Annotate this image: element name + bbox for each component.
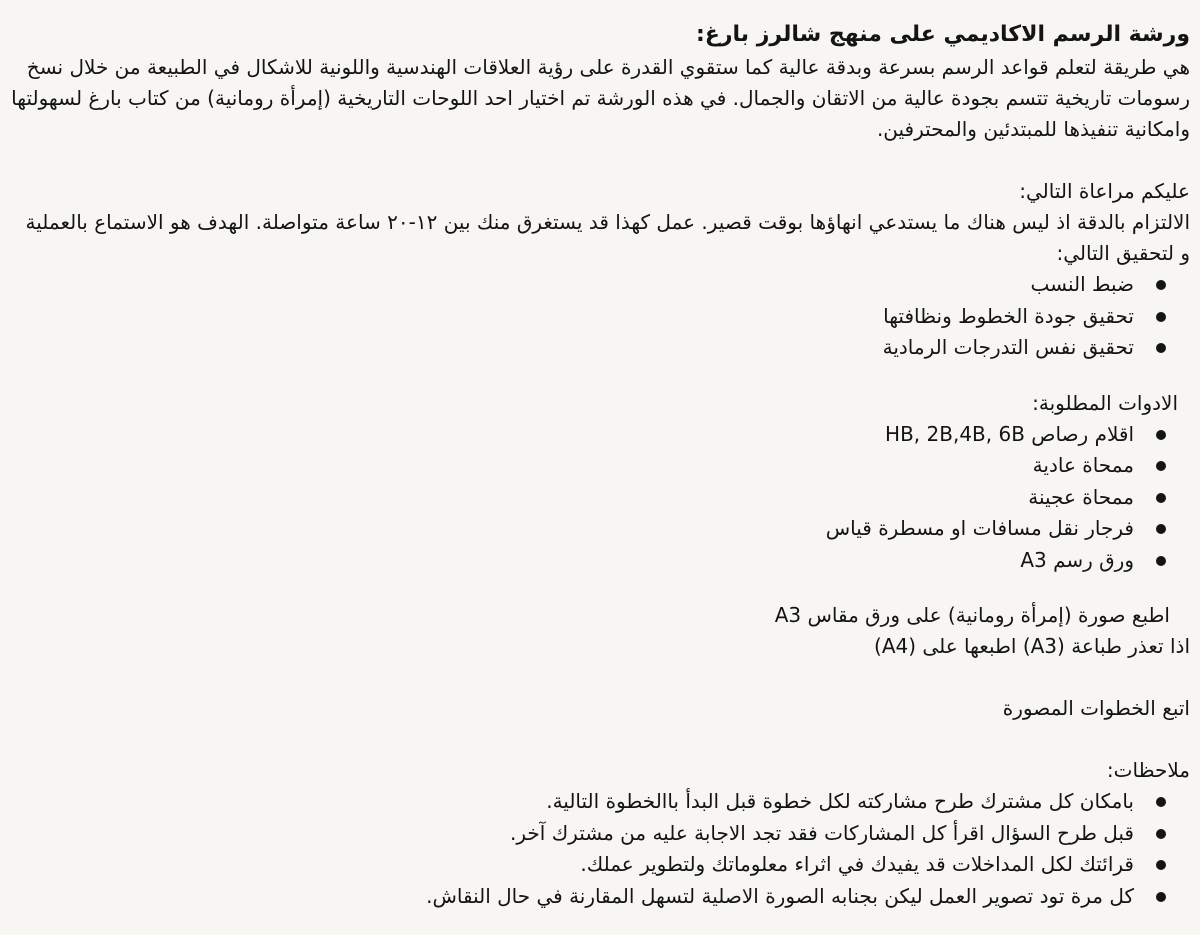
print-instructions xyxy=(10,600,1190,631)
list-item xyxy=(10,513,1166,545)
tool-text: فرجار نقل مسافات او مسطرة قياس xyxy=(825,516,1134,540)
intro-paragraph: هي طريقة لتعلم قواعد الرسم بسرعة وبدقة عالية كما ستقوي القدرة على رؤية العلاقات الهندسية واللونية للاشكال في الطبيعة من خلال نسخ رسومات تاريخية تتسم بجودة عالية من الاتقان والجمال. في هذه الورشة تم اختيار احد اللوحات التاريخية (إمرأة رومانية) من كتاب بارغ لسهولتها وامكانية تنفيذها للمبتدئين والمحترفين. xyxy=(11,55,1190,141)
note-text: قرائتك لكل المداخلات قد يفيدك في اثراء معلوماتك ولتطوير عملك. xyxy=(580,852,1134,876)
bullet-icon xyxy=(1156,524,1166,534)
spacer xyxy=(10,662,1190,693)
tools-heading: الادوات المطلوبة: xyxy=(1032,390,1178,415)
note-text: بامكان كل مشترك طرح مشاركته لكل خطوة قبل البدأ باالخطوة التالية. xyxy=(546,789,1134,813)
print-line-a4: اذا تعذر طباعة (A3) اطبعها على (A4) xyxy=(874,634,1190,658)
tool-text: اقلام رصاص HB, 2B,4B, 6B xyxy=(885,421,1134,446)
goals-list xyxy=(10,269,1190,364)
bullet-icon xyxy=(1156,312,1166,322)
bullet-icon xyxy=(1156,461,1166,471)
goal-text: تحقيق جودة الخطوط ونظافتها xyxy=(883,303,1134,328)
note-text: كل مرة تود تصوير العمل ليكن بجنابه الصورة الاصلية لتسهل المقارنة في حال النقاش. xyxy=(426,883,1134,908)
print-line-a3: اطبع صورة (إمرأة رومانية) على ورق مقاس A3 xyxy=(774,603,1170,627)
notes-heading: ملاحظات: xyxy=(1106,758,1190,782)
list-item xyxy=(10,545,1166,577)
list-item xyxy=(10,450,1166,482)
steps-text: اتبع الخطوات المصورة xyxy=(1002,696,1190,720)
bullet-icon xyxy=(1156,493,1166,503)
spacer xyxy=(10,364,1190,388)
tools-list xyxy=(10,419,1190,577)
bullet-icon xyxy=(1156,556,1166,566)
spacer xyxy=(10,724,1190,755)
consider-text: الالتزام بالدقة اذ ليس هناك ما يستدعي انهاؤها بوقت قصير. عمل كهذا قد يستغرق منك بين ١٢-٢٠ ساعة متواصلة. الهدف هو الاستماع بالعملية و لتحقيق التالي: xyxy=(25,210,1190,265)
list-item xyxy=(10,419,1166,451)
list-item xyxy=(10,301,1166,333)
document-title: ورشة الرسم الاكاديمي على منهج شالرز بارغ: xyxy=(696,22,1190,47)
list-item xyxy=(10,332,1166,364)
bullet-icon xyxy=(1156,343,1166,353)
list-item xyxy=(10,818,1166,850)
goal-text: ضبط النسب xyxy=(1030,272,1134,296)
tool-text: ورق رسم A3 xyxy=(1020,547,1134,572)
bullet-icon xyxy=(1156,860,1166,870)
tool-text: ممحاة عادية xyxy=(1032,453,1134,477)
note-text: قبل طرح السؤال اقرأ كل المشاركات فقد تجد الاجابة عليه من مشترك آخر. xyxy=(510,820,1134,845)
notes-list xyxy=(10,786,1190,912)
bullet-icon xyxy=(1156,892,1166,902)
spacer xyxy=(10,145,1190,176)
list-item xyxy=(10,786,1166,818)
list-item xyxy=(10,269,1166,301)
list-item xyxy=(10,482,1166,514)
tool-text: ممحاة عجينة xyxy=(1028,484,1134,509)
spacer xyxy=(10,576,1190,600)
bullet-icon xyxy=(1156,797,1166,807)
consider-heading: عليكم مراعاة التالي: xyxy=(1019,179,1190,203)
bullet-icon xyxy=(1156,430,1166,440)
list-item xyxy=(10,849,1166,881)
goal-text: تحقيق نفس التدرجات الرمادية xyxy=(882,335,1134,359)
bullet-icon xyxy=(1156,280,1166,290)
bullet-icon xyxy=(1156,829,1166,839)
list-item xyxy=(10,881,1166,913)
